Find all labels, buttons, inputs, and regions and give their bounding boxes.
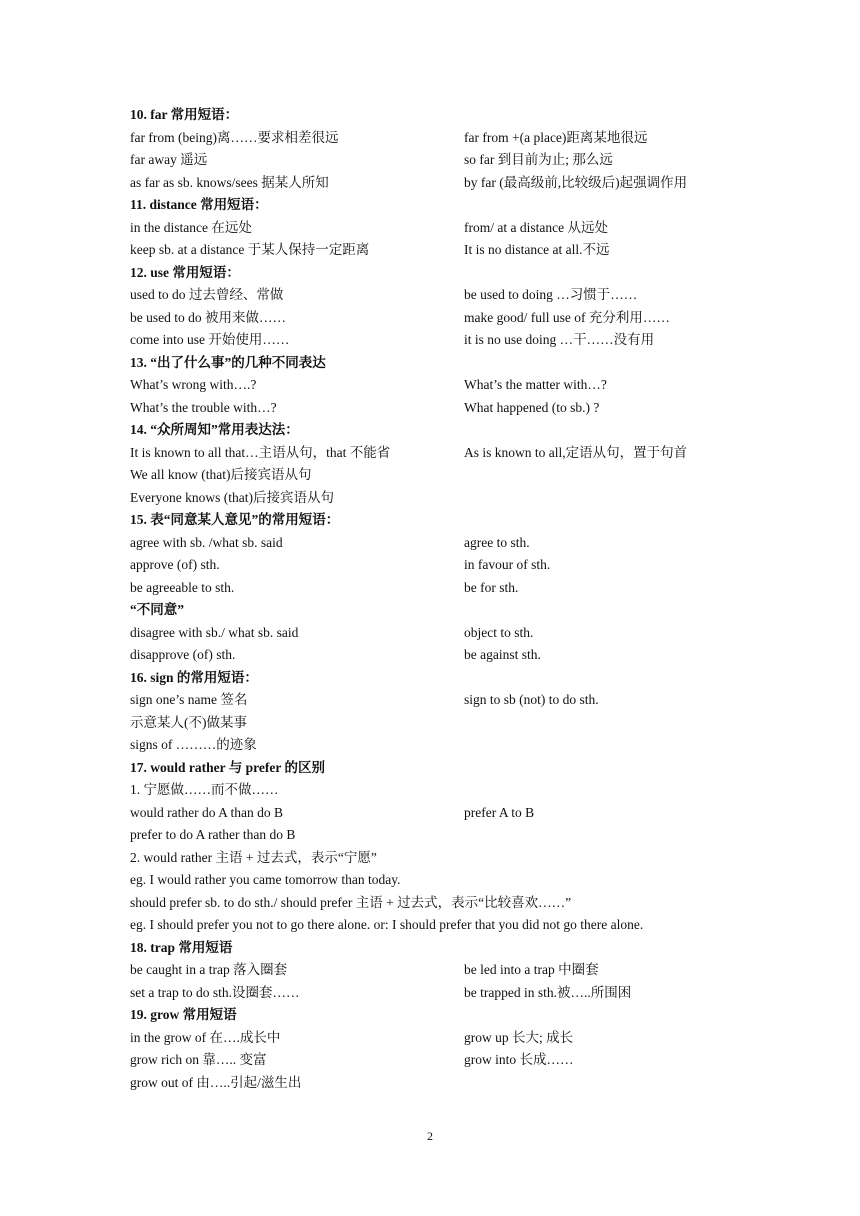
phrase-row	[130, 554, 750, 577]
phrase-row	[130, 847, 750, 870]
phrase-left: be caught in a trap 落入圈套	[130, 962, 288, 977]
phrase-left: disapprove (of) sth.	[130, 647, 236, 662]
phrase-row	[130, 284, 750, 307]
phrase-row	[130, 959, 750, 982]
phrase-row	[130, 239, 750, 262]
phrase-right: make good/ full use of 充分利用……	[464, 309, 670, 325]
heading-text: 19. grow 常用短语	[130, 1007, 237, 1022]
phrase-right: As is known to all,定语从句，置于句首	[464, 444, 688, 460]
phrase-row	[130, 149, 750, 172]
phrase-row	[130, 802, 750, 825]
phrase-row	[130, 824, 750, 847]
phrase-right: it is no use doing …干……没有用	[464, 332, 655, 347]
phrase-left: keep sb. at a distance 于某人保持一定距离	[130, 242, 370, 257]
phrase-row	[130, 644, 750, 667]
heading-text: 10. far 常用短语：	[130, 107, 239, 122]
phrase-row	[130, 532, 750, 555]
phrase-left: disagree with sb./ what sb. said	[130, 624, 299, 640]
heading-text: 16. sign 的常用短语：	[130, 669, 258, 685]
section-heading	[130, 194, 750, 217]
phrase-right: prefer A to B	[464, 804, 535, 820]
phrase-row	[130, 397, 750, 420]
phrase-row	[130, 622, 750, 645]
phrase-row	[130, 487, 750, 510]
heading-text: 13. “出了什么事”的几种不同表达	[130, 354, 326, 370]
phrase-row	[130, 1027, 750, 1050]
section-heading	[130, 937, 750, 960]
heading-text: 12. use 常用短语：	[130, 264, 240, 280]
phrase-right: What’s the matter with…?	[464, 377, 607, 392]
phrase-left: grow out of 由…..引起/滋生出	[130, 1074, 302, 1090]
phrase-row	[130, 982, 750, 1005]
heading-text: 18. trap 常用短语	[130, 939, 233, 955]
phrase-right: be for sth.	[464, 579, 519, 595]
phrase-row	[130, 172, 750, 195]
phrase-left: should prefer sb. to do sth./ should prefer 主语 + 过去式，表示“比较喜欢……”	[130, 894, 572, 910]
phrase-row	[130, 914, 750, 937]
phrase-right: by far (最高级前,比较级后)起强调作用	[464, 174, 688, 190]
phrase-left: used to do 过去曾经、常做	[130, 287, 284, 302]
phrase-right: be led into a trap 中圈套	[464, 962, 599, 977]
section-heading	[130, 667, 750, 690]
section-heading	[130, 262, 750, 285]
phrase-right: be trapped in sth.被…..所围困	[464, 984, 632, 1000]
phrase-row	[130, 329, 750, 352]
phrase-right: grow up 长大; 成长	[464, 1029, 574, 1045]
phrase-left: in the distance 在远处	[130, 219, 252, 235]
phrase-left: What’s wrong with….?	[130, 377, 257, 392]
phrase-left: We all know (that)后接宾语从句	[130, 467, 312, 482]
phrase-right: agree to sth.	[464, 534, 530, 550]
phrase-row	[130, 734, 750, 757]
phrase-left: would rather do A than do B	[130, 804, 283, 820]
phrase-left: signs of ………的迹象	[130, 737, 257, 752]
section-heading	[130, 419, 750, 442]
phrase-left: far away 遥远	[130, 152, 208, 167]
phrase-left: 1. 宁愿做……而不做……	[130, 782, 279, 797]
phrase-row	[130, 689, 750, 712]
phrase-row	[130, 374, 750, 397]
phrase-left: in the grow of 在….成长中	[130, 1029, 281, 1045]
phrase-row	[130, 892, 750, 915]
phrase-right: far from +(a place)距离某地很远	[464, 129, 648, 145]
phrase-right: so far 到目前为止; 那么远	[464, 152, 613, 167]
section-heading	[130, 352, 750, 375]
phrase-row	[130, 577, 750, 600]
phrase-left: be agreeable to sth.	[130, 579, 235, 595]
phrase-left: agree with sb. /what sb. said	[130, 534, 283, 550]
section-heading	[130, 757, 750, 780]
heading-text: 17. would rather 与 prefer 的区别	[130, 759, 325, 775]
phrase-right: in favour of sth.	[464, 557, 551, 572]
phrase-row	[130, 1049, 750, 1072]
phrase-left: sign one’s name 签名	[130, 692, 248, 707]
phrase-row	[130, 712, 750, 735]
phrase-left: approve (of) sth.	[130, 557, 220, 572]
phrase-left: What’s the trouble with…?	[130, 399, 277, 415]
phrase-left: be used to do 被用来做……	[130, 309, 286, 325]
phrase-left: 2. would rather 主语 + 过去式，表示“宁愿”	[130, 849, 377, 865]
heading-text: “不同意”	[130, 602, 184, 617]
phrase-left: as far as sb. knows/sees 据某人所知	[130, 174, 329, 190]
phrase-right: from/ at a distance 从远处	[464, 219, 608, 235]
heading-text: 15. 表“同意某人意见”的常用短语：	[130, 512, 340, 527]
section-heading	[130, 509, 750, 532]
phrase-right: grow into 长成……	[464, 1052, 574, 1067]
phrase-left: set a trap to do sth.设圈套……	[130, 984, 300, 1000]
phrase-left: It is known to all that…主语从句，that 不能省	[130, 444, 391, 460]
page-number: 2	[427, 1129, 433, 1143]
phrase-row	[130, 464, 750, 487]
phrase-right: object to sth.	[464, 624, 534, 640]
phrase-row	[130, 217, 750, 240]
phrase-row	[130, 442, 750, 465]
heading-text: 14. “众所周知”常用表达法：	[130, 422, 299, 437]
phrase-right: It is no distance at all.不远	[464, 242, 610, 257]
document-body	[130, 104, 750, 1094]
phrase-left: far from (being)离……要求相差很远	[130, 129, 339, 145]
phrase-right: be used to doing …习惯于……	[464, 287, 638, 302]
phrase-row	[130, 869, 750, 892]
phrase-row	[130, 779, 750, 802]
phrase-right: What happened (to sb.) ?	[464, 399, 600, 415]
section-heading	[130, 599, 750, 622]
phrase-right: sign to sb (not) to do sth.	[464, 692, 599, 707]
phrase-row	[130, 127, 750, 150]
phrase-left: come into use 开始使用……	[130, 332, 290, 347]
heading-text: 11. distance 常用短语：	[130, 197, 268, 212]
section-heading	[130, 1004, 750, 1027]
phrase-left: 示意某人(不)做某事	[130, 714, 247, 730]
phrase-left: Everyone knows (that)后接宾语从句	[130, 489, 334, 505]
phrase-left: grow rich on 靠….. 变富	[130, 1052, 267, 1067]
phrase-left: eg. I should prefer you not to go there alone. or: I should prefer that you did not go there alone.	[130, 917, 644, 932]
phrase-left: prefer to do A rather than do B	[130, 827, 296, 842]
phrase-left: eg. I would rather you came tomorrow than today.	[130, 872, 401, 887]
section-heading	[130, 104, 750, 127]
phrase-row	[130, 1072, 750, 1095]
phrase-right: be against sth.	[464, 647, 541, 662]
phrase-row	[130, 307, 750, 330]
